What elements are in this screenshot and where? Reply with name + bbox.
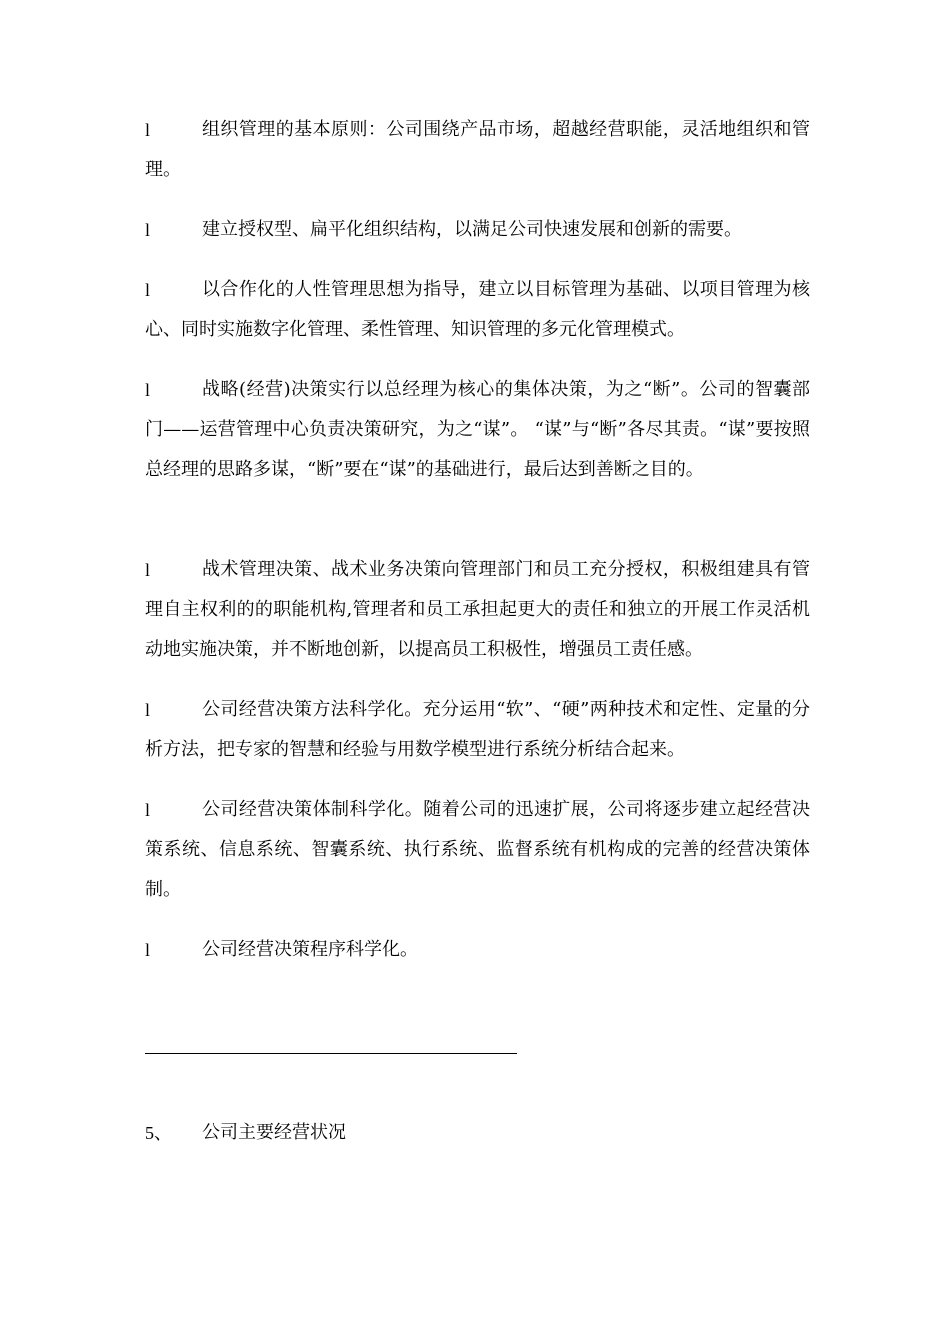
item-text: 战术管理决策、战术业务决策向管理部门和员工充分授权，积极组建具有管理自主权利的的职能机构,管理者和员工承担起更大的责任和独立的开展工作灵活机动地实施决策，并不断地创新，以提高员工积极性，增强员工责任感。 bbox=[145, 559, 810, 660]
bullet-marker: l bbox=[145, 560, 151, 580]
bullet-marker: l bbox=[145, 280, 151, 300]
item-text: 建立授权型、扁平化组织结构，以满足公司快速发展和创新的需要。 bbox=[202, 219, 742, 240]
footnote-divider bbox=[145, 1053, 517, 1054]
item-text: 组织管理的基本原则：公司围绕产品市场，超越经营职能，灵活地组织和管理。 bbox=[145, 119, 810, 180]
item-text: 以合作化的人性管理思想为指导，建立以目标管理为基础、以项目管理为核心、同时实施数字化管理、柔性管理、知识管理的多元化管理模式。 bbox=[145, 279, 810, 340]
bullet-marker: l bbox=[145, 220, 151, 240]
bullet-marker: l bbox=[145, 940, 151, 960]
list-item bbox=[145, 790, 810, 910]
section-heading bbox=[145, 1113, 810, 1153]
item-text: 公司经营决策方法科学化。充分运用“软”、“硬”两种技术和定性、定量的分析方法，把专家的智慧和经验与用数学模型进行系统分析结合起来。 bbox=[145, 699, 810, 760]
bullet-marker: l bbox=[145, 380, 151, 400]
list-item bbox=[145, 270, 810, 350]
bullet-marker: l bbox=[145, 800, 151, 820]
section-title: 公司主要经营状况 bbox=[202, 1122, 346, 1143]
item-text: 公司经营决策体制科学化。随着公司的迅速扩展，公司将逐步建立起经营决策系统、信息系统、智囊系统、执行系统、监督系统有机构成的完善的经营决策体制。 bbox=[145, 799, 810, 900]
list-item bbox=[145, 690, 810, 770]
bullet-marker: l bbox=[145, 120, 151, 140]
item-text: 公司经营决策程序科学化。 bbox=[202, 939, 418, 960]
bullet-marker: l bbox=[145, 700, 151, 720]
list-item bbox=[145, 370, 810, 490]
item-text: 战略(经营)决策实行以总经理为核心的集体决策，为之“断”。公司的智囊部门——运营管理中心负责决策研究，为之“谋”。 “谋”与“断”各尽其责。“谋”要按照总经理的思路多谋，“断”要在“谋”的基础进行，最后达到善断之目的。 bbox=[145, 379, 810, 480]
list-item bbox=[145, 550, 810, 670]
list-item bbox=[145, 110, 810, 190]
section-number: 5、 bbox=[145, 1123, 172, 1143]
list-item bbox=[145, 210, 810, 250]
list-item bbox=[145, 930, 810, 970]
